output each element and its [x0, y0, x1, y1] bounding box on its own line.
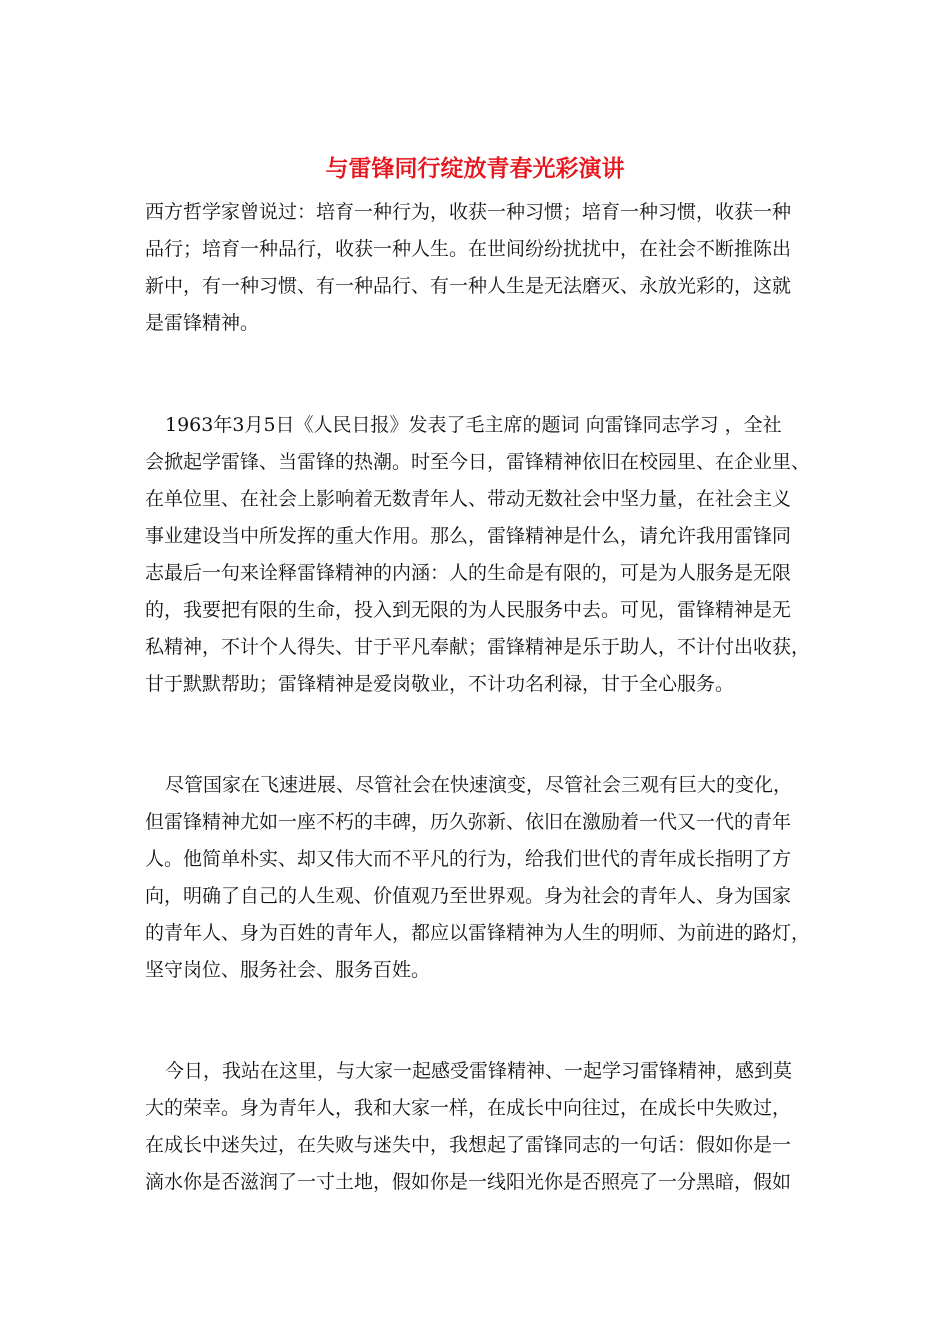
paragraph-2 [145, 407, 810, 703]
paragraph-line: 会掀起学雷锋、当雷锋的热潮。时至今日，雷锋精神依旧在校园里、在企业里、 [145, 451, 810, 473]
paragraph-line: 事业建设当中所发挥的重大作用。那么，雷锋精神是什么，请允许我用雷锋同 [145, 525, 792, 547]
paragraph-line: 在单位里、在社会上影响着无数青年人、带动无数社会中坚力量，在社会主义 [145, 488, 792, 510]
paragraph-1 [145, 194, 810, 342]
paragraph-line: 1963年3月5日《人民日报》发表了毛主席的题词 向雷锋同志学习 ，全社 [165, 414, 782, 436]
paragraph-line: 今日，我站在这里，与大家一起感受雷锋精神、一起学习雷锋精神，感到莫 [165, 1060, 793, 1082]
paragraph-line: 尽管国家在飞速进展、尽管社会在快速演变，尽管社会三观有巨大的变化， [165, 774, 793, 796]
document-title: 与雷锋同行绽放青春光彩演讲 [325, 155, 625, 182]
paragraph-line: 人。他简单朴实、却又伟大而不平凡的行为，给我们世代的青年成长指明了方 [145, 848, 792, 870]
paragraph-line: 坚守岗位、服务社会、服务百姓。 [145, 959, 431, 981]
paragraph-4 [145, 1053, 810, 1201]
paragraph-line: 的青年人、身为百姓的青年人，都应以雷锋精神为人生的明师、为前进的路灯， [145, 922, 810, 944]
paragraph-line: 甘于默默帮助；雷锋精神是爱岗敬业，不计功名利禄，甘于全心服务。 [145, 673, 735, 695]
paragraph-3 [145, 767, 810, 989]
paragraph-line: 滴水你是否滋润了一寸土地，假如你是一线阳光你是否照亮了一分黑暗，假如 [145, 1171, 792, 1193]
paragraph-line: 在成长中迷失过，在失败与迷失中，我想起了雷锋同志的一句话：假如你是一 [145, 1134, 792, 1156]
paragraph-line: 新中，有一种习惯、有一种品行、有一种人生是无法磨灭、永放光彩的，这就 [145, 275, 792, 297]
paragraph-line: 志最后一句来诠释雷锋精神的内涵：人的生命是有限的，可是为人服务是无限 [145, 562, 792, 584]
paragraph-line: 品行；培育一种品行，收获一种人生。在世间纷纷扰扰中，在社会不断推陈出 [145, 238, 792, 260]
paragraph-line: 向，明确了自己的人生观、价值观乃至世界观。身为社会的青年人、身为国家 [145, 885, 792, 907]
paragraph-line: 西方哲学家曾说过：培育一种行为，收获一种习惯；培育一种习惯，收获一种 [145, 201, 792, 223]
paragraph-line: 私精神，不计个人得失、甘于平凡奉献；雷锋精神是乐于助人，不计付出收获， [145, 636, 810, 658]
paragraph-line: 是雷锋精神。 [145, 312, 260, 334]
paragraph-line: 但雷锋精神尤如一座不朽的丰碑，历久弥新、依旧在激励着一代又一代的青年 [145, 811, 792, 833]
paragraph-line: 的，我要把有限的生命，投入到无限的为人民服务中去。可见，雷锋精神是无 [145, 599, 792, 621]
paragraph-line: 大的荣幸。身为青年人，我和大家一样，在成长中向往过，在成长中失败过， [145, 1097, 792, 1119]
